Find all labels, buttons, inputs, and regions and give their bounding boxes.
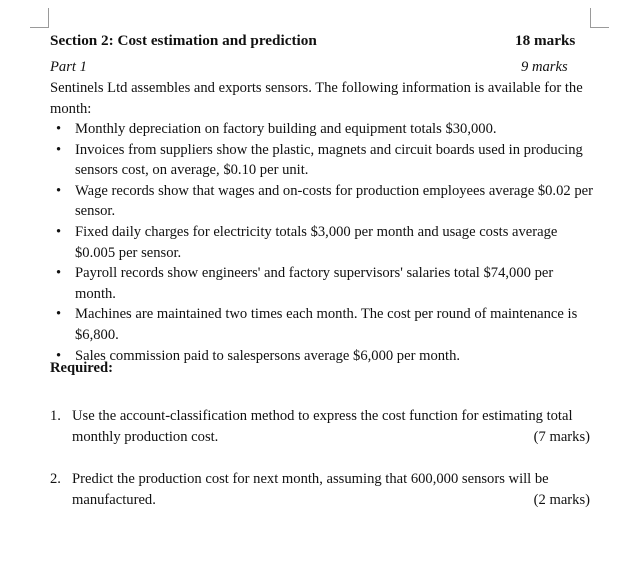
question-1: [50, 406, 590, 447]
section-marks: 18 marks: [515, 32, 576, 49]
question-text: Predict the production cost for next month, assuming that 600,000 sensors will be manufactured.: [72, 471, 549, 508]
list-item: [50, 222, 595, 263]
list-item-text: Wage records show that wages and on-costs for production employees average $0.02 per sensor.: [75, 182, 593, 220]
bullet-icon: •: [56, 182, 62, 199]
bullet-icon: •: [56, 141, 62, 158]
list-item-text: Fixed daily charges for electricity totals $3,000 per month and usage costs average $0.005 per sensor.: [75, 223, 558, 261]
bullet-icon: •: [56, 306, 62, 323]
list-item-text: Machines are maintained two times each month. The cost per round of maintenance is $6,800.: [75, 306, 578, 343]
question-2: [50, 469, 590, 510]
crop-mark-left: [48, 8, 49, 28]
list-item-text: Payroll records show engineers' and factory supervisors' salaries total $74,000 per month.: [75, 265, 554, 302]
question-number: 2.: [50, 471, 61, 487]
list-item: [50, 140, 595, 181]
crop-mark-right: [590, 8, 591, 28]
question-marks: (7 marks): [533, 428, 590, 445]
question-marks: (2 marks): [533, 491, 590, 508]
list-item-text: Sales commission paid to salespersons average $6,000 per month.: [75, 347, 461, 364]
crop-mark-right: [590, 27, 609, 28]
list-item: [50, 304, 595, 345]
crop-mark-left: [30, 27, 49, 28]
bullet-icon: •: [56, 265, 62, 282]
list-item: [50, 119, 595, 140]
bullet-icon: •: [56, 347, 62, 364]
required-heading: Required:: [50, 360, 113, 376]
part-label: Part 1: [50, 59, 87, 75]
list-item: [50, 346, 595, 367]
list-item: [50, 263, 595, 304]
intro-paragraph: Sentinels Ltd assembles and exports sensors. The following information is available for the month:: [50, 80, 583, 117]
list-item-text: Invoices from suppliers show the plastic, magnets and circuit boards used in producing sensors cost, on average, $0.10 per unit.: [75, 141, 583, 179]
list-item-text: Monthly depreciation on factory building and equipment totals $30,000.: [75, 121, 497, 137]
information-list: [50, 119, 595, 366]
bullet-icon: •: [56, 223, 62, 240]
question-text: Use the account-classification method to express the cost function for estimating total monthly production cost.: [72, 408, 573, 445]
part-marks: 9 marks: [521, 59, 568, 75]
section-title: Section 2: Cost estimation and prediction: [50, 32, 317, 49]
bullet-icon: •: [56, 121, 62, 137]
list-item: [50, 181, 595, 222]
question-number: 1.: [50, 408, 61, 424]
